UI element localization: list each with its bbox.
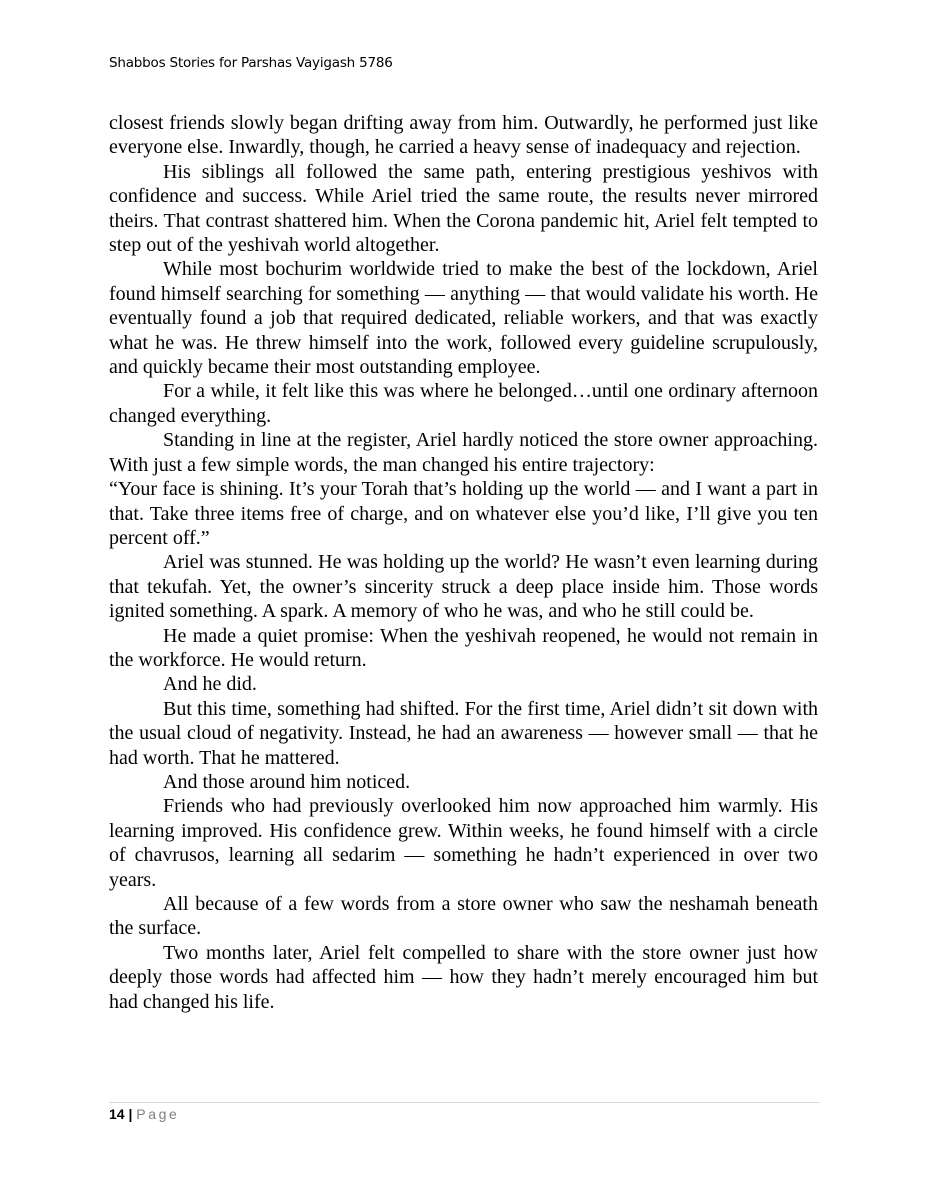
body-text [109, 111, 818, 1014]
paragraph-quote: “Your face is shining. It’s your Torah that’s holding up the world — and I want a part in that. Take three items free of charge, and on whatever else you’d like, I’ll give you ten percent off.” [109, 478, 818, 549]
footer-separator: | [128, 1106, 133, 1122]
page-number: 14 [109, 1106, 125, 1122]
running-header: Shabbos Stories for Parshas Vayigash 5786 [109, 55, 393, 71]
paragraph: Friends who had previously overlooked him now approached him warmly. His learning improved. His confidence grew. Within weeks, he found himself with a circle of chavrusos, learning all sedarim — something he hadn’t experienced in over two years. [109, 795, 818, 891]
paragraph: He made a quiet promise: When the yeshivah reopened, he would not remain in the workforce. He would return. [109, 624, 818, 671]
paragraph: And he did. [163, 673, 257, 696]
paragraph: His siblings all followed the same path, entering prestigious yeshivos with confidence and success. While Ariel tried the same route, the results never mirrored theirs. That contrast shattered him. When the Corona pandemic hit, Ariel felt tempted to step out of the yeshivah world altogether. [109, 160, 818, 257]
paragraph: And those around him noticed. [163, 770, 411, 793]
paragraph: closest friends slowly began drifting away from him. Outwardly, he performed just like everyone else. Inwardly, though, he carried a heavy sense of inadequacy and rejection. [109, 112, 818, 159]
paragraph: All because of a few words from a store owner who saw the neshamah beneath the surface. [109, 893, 818, 940]
paragraph: But this time, something had shifted. For the first time, Ariel didn’t sit down with the usual cloud of negativity. Instead, he had an awareness — however small — that he had worth. That he mattered. [109, 697, 818, 769]
page-footer [109, 1106, 179, 1122]
paragraph: For a while, it felt like this was where he belonged…until one ordinary afternoon changed everything. [109, 380, 818, 427]
footer-divider [109, 1102, 820, 1103]
paragraph: Two months later, Ariel felt compelled to share with the store owner just how deeply those words had affected him — how they hadn’t merely encouraged him but had changed his life. [109, 941, 818, 1013]
page-label: Page [136, 1106, 180, 1122]
paragraph: Ariel was stunned. He was holding up the world? He wasn’t even learning during that tekufah. Yet, the owner’s sincerity struck a deep place inside him. Those words ignited something. A spark. A memory of who he was, and who he still could be. [109, 551, 818, 623]
paragraph: Standing in line at the register, Ariel hardly noticed the store owner approaching. With just a few simple words, the man changed his entire trajectory: [109, 429, 818, 476]
paragraph: While most bochurim worldwide tried to make the best of the lockdown, Ariel found himself searching for something — anything — that would validate his worth. He eventually found a job that required dedicated, reliable workers, and that was exactly what he was. He threw himself into the work, followed every guideline scrupulously, and quickly became their most outstanding employee. [109, 258, 818, 379]
